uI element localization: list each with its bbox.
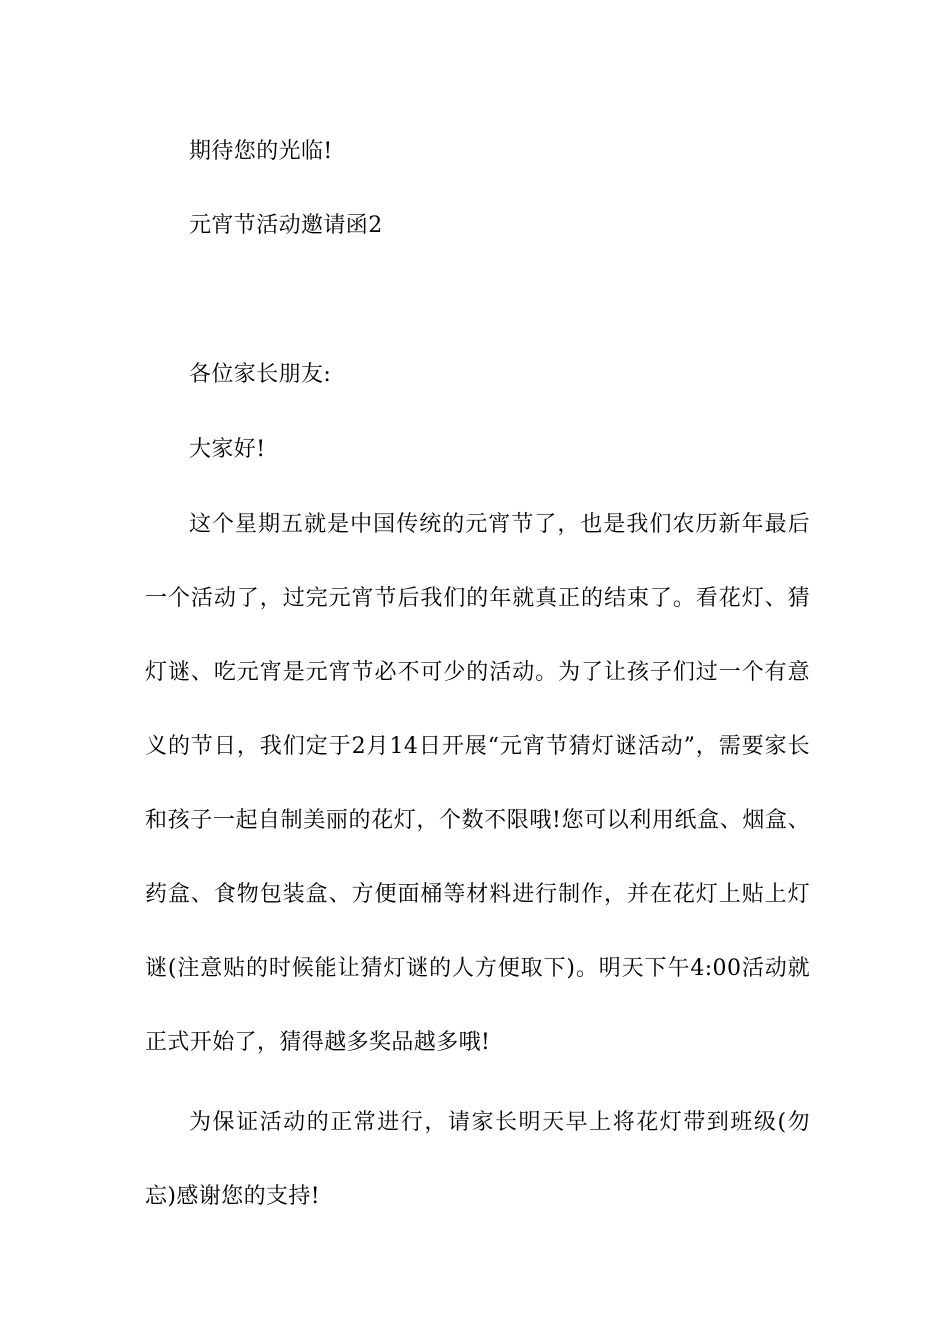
notice-paragraph: 为保证活动的正常进行，请家长明天早上将花灯带到班级(勿忘)感谢您的支持!	[145, 1110, 810, 1209]
salutation: 各位家长朋友:	[189, 362, 332, 387]
greeting: 大家好!	[189, 437, 266, 462]
section-title: 元宵节活动邀请函2	[189, 213, 383, 238]
body-paragraph: 这个星期五就是中国传统的元宵节了，也是我们农历新年最后一个活动了，过完元宵节后我们的年就真正的结束了。看花灯、猜灯谜、吃元宵是元宵节必不可少的活动。为了让孩子们过一个有意义的节日，我们定于2月14日开展“元宵节猜灯谜活动”，需要家长和孩子一起自制美丽的花灯，个数不限哦!您可以利用纸盒、烟盒、药盒、食物包装盒、方便面桶等材料进行制作，并在花灯上贴上灯谜(注意贴的时候能让猜灯谜的人方便取下)。明天下午4:00活动就正式开始了，猜得越多奖品越多哦!	[145, 512, 810, 1055]
closing-line: 期待您的光临!	[189, 139, 333, 164]
